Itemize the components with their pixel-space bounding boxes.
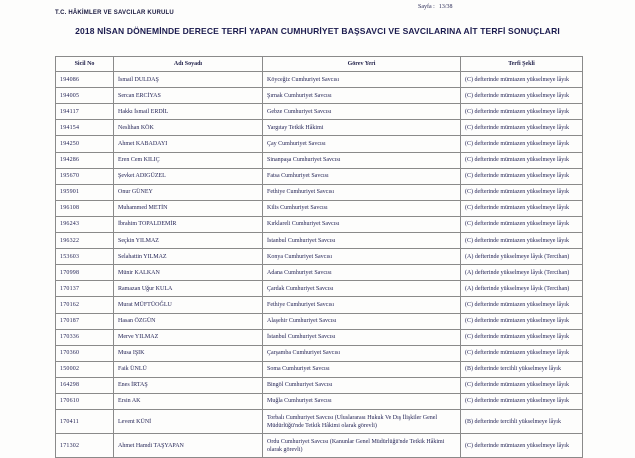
- sicil-no-cell: 170360: [56, 345, 114, 361]
- promotion-type-cell: (C) defterinde mümtazen yükselmeye lâyık: [461, 88, 583, 104]
- promotion-type-cell: (C) defterinde mümtazen yükselmeye lâyık: [461, 329, 583, 345]
- duty-station-cell: Muğla Cumhuriyet Savcısı: [263, 393, 461, 409]
- name-cell: Selahattin YILMAZ: [114, 249, 263, 265]
- name-cell: İbrahim TOPALDEMİR: [114, 216, 263, 232]
- name-cell: Ahmet Hamdi TAŞYAPAN: [114, 434, 263, 458]
- name-cell: Seçkin YILMAZ: [114, 233, 263, 249]
- duty-station-cell: İstanbul Cumhuriyet Savcısı: [263, 233, 461, 249]
- table-row: [56, 265, 583, 281]
- name-cell: Şevket ADIGÜZEL: [114, 168, 263, 184]
- table-row: [56, 233, 583, 249]
- table-row: [56, 184, 583, 200]
- table-row: [56, 329, 583, 345]
- duty-station-cell: Adana Cumhuriyet Savcısı: [263, 265, 461, 281]
- document-title: 2018 NİSAN DÖNEMİNDE DERECE TERFİ YAPAN CUMHURİYET BAŞSAVCI VE SAVCILARINA AİT TERFİ SONUÇLARI: [75, 26, 560, 36]
- duty-station-cell: Çay Cumhuriyet Savcısı: [263, 136, 461, 152]
- sicil-no-cell: 195670: [56, 168, 114, 184]
- org-header: T.C. HÂKİMLER VE SAVCILAR KURULU: [55, 10, 174, 16]
- table-row: [56, 297, 583, 313]
- promotion-type-cell: (B) defterinde tercihli yükselmeye lâyık: [461, 410, 583, 434]
- duty-station-cell: Torbalı Cumhuriyet Savcısı (Uluslararası Hukuk Ve Dış İlişkiler Genel Müdürlüğü'nde Tetkik Hâkimi olarak görevli): [263, 410, 461, 434]
- sicil-no-cell: 196108: [56, 200, 114, 216]
- name-cell: Musa IŞIK: [114, 345, 263, 361]
- sicil-no-cell: 170411: [56, 410, 114, 434]
- sicil-no-cell: 194117: [56, 104, 114, 120]
- promotion-type-cell: (C) defterinde mümtazen yükselmeye lâyık: [461, 184, 583, 200]
- sicil-no-cell: 170998: [56, 265, 114, 281]
- duty-station-cell: Ordu Cumhuriyet Savcısı (Kanunlar Genel Müdürlüğü'nde Tetkik Hâkimi olarak görevli): [263, 434, 461, 458]
- column-header-sicil-no: Sicil No: [56, 57, 114, 72]
- name-cell: Ersin AK: [114, 393, 263, 409]
- duty-station-cell: Fatsa Cumhuriyet Savcısı: [263, 168, 461, 184]
- name-cell: Levent KÜNİ: [114, 410, 263, 434]
- promotion-type-cell: (C) defterinde mümtazen yükselmeye lâyık: [461, 72, 583, 88]
- duty-station-cell: Konya Cumhuriyet Savcısı: [263, 249, 461, 265]
- page-number-label: Sayfa :: [418, 4, 435, 10]
- name-cell: Hasan ÖZGÜN: [114, 313, 263, 329]
- sicil-no-cell: 170187: [56, 313, 114, 329]
- name-cell: Onur GÜNEY: [114, 184, 263, 200]
- table-row: [56, 281, 583, 297]
- duty-station-cell: Şırnak Cumhuriyet Savcısı: [263, 88, 461, 104]
- page-number: [418, 4, 453, 10]
- table-header-row: [56, 57, 583, 72]
- promotion-type-cell: (C) defterinde mümtazen yükselmeye lâyık: [461, 297, 583, 313]
- duty-station-cell: Kırklareli Cumhuriyet Savcısı: [263, 216, 461, 232]
- promotion-type-cell: (C) defterinde mümtazen yükselmeye lâyık: [461, 313, 583, 329]
- table-row: [56, 434, 583, 458]
- name-cell: İsmail DULDAŞ: [114, 72, 263, 88]
- name-cell: Münir KALKAN: [114, 265, 263, 281]
- name-cell: Ahmet KABADAYI: [114, 136, 263, 152]
- name-cell: Enes İRTAŞ: [114, 377, 263, 393]
- promotion-type-cell: (C) defterinde mümtazen yükselmeye lâyık: [461, 104, 583, 120]
- promotion-type-cell: (A) defterinde yükselmeye lâyık (Tercihan): [461, 281, 583, 297]
- sicil-no-cell: 153603: [56, 249, 114, 265]
- name-cell: Hakkı İsmail ERDİL: [114, 104, 263, 120]
- table-row: [56, 200, 583, 216]
- duty-station-cell: Çardak Cumhuriyet Savcısı: [263, 281, 461, 297]
- duty-station-cell: Çarşamba Cumhuriyet Savcısı: [263, 345, 461, 361]
- name-cell: Merve YILMAZ: [114, 329, 263, 345]
- duty-station-cell: Gebze Cumhuriyet Savcısı: [263, 104, 461, 120]
- sicil-no-cell: 164298: [56, 377, 114, 393]
- table-row: [56, 313, 583, 329]
- sicil-no-cell: 150002: [56, 361, 114, 377]
- promotion-type-cell: (C) defterinde mümtazen yükselmeye lâyık: [461, 216, 583, 232]
- table-row: [56, 216, 583, 232]
- table-row: [56, 249, 583, 265]
- table-row: [56, 377, 583, 393]
- promotion-type-cell: (C) defterinde mümtazen yükselmeye lâyık: [461, 168, 583, 184]
- name-cell: Ramazan Uğur KULA: [114, 281, 263, 297]
- duty-station-cell: Soma Cumhuriyet Savcısı: [263, 361, 461, 377]
- table-row: [56, 136, 583, 152]
- column-header-name: Adı Soyadı: [114, 57, 263, 72]
- name-cell: Neslihan KÖK: [114, 120, 263, 136]
- name-cell: Faik ÜNLÜ: [114, 361, 263, 377]
- name-cell: Eren Cem KILIÇ: [114, 152, 263, 168]
- sicil-no-cell: 194250: [56, 136, 114, 152]
- sicil-no-cell: 196243: [56, 216, 114, 232]
- sicil-no-cell: 196322: [56, 233, 114, 249]
- name-cell: Muhammed METİN: [114, 200, 263, 216]
- sicil-no-cell: 170137: [56, 281, 114, 297]
- promotion-type-cell: (B) defterinde tercihli yükselmeye lâyık: [461, 361, 583, 377]
- table-row: [56, 104, 583, 120]
- promotion-type-cell: (C) defterinde mümtazen yükselmeye lâyık: [461, 200, 583, 216]
- sicil-no-cell: 170610: [56, 393, 114, 409]
- promotion-type-cell: (A) defterinde yükselmeye lâyık (Tercihan): [461, 249, 583, 265]
- table-row: [56, 72, 583, 88]
- duty-station-cell: Sinanpaşa Cumhuriyet Savcısı: [263, 152, 461, 168]
- sicil-no-cell: 170162: [56, 297, 114, 313]
- sicil-no-cell: 195901: [56, 184, 114, 200]
- duty-station-cell: Kilis Cumhuriyet Savcısı: [263, 200, 461, 216]
- table-row: [56, 410, 583, 434]
- page-number-value: 13/38: [438, 4, 453, 10]
- duty-station-cell: Yargıtay Tetkik Hâkimi: [263, 120, 461, 136]
- promotion-type-cell: (C) defterinde mümtazen yükselmeye lâyık: [461, 136, 583, 152]
- table-row: [56, 120, 583, 136]
- sicil-no-cell: 194005: [56, 88, 114, 104]
- sicil-no-cell: 194086: [56, 72, 114, 88]
- column-header-duty-station: Görev Yeri: [263, 57, 461, 72]
- results-table-body: [56, 72, 583, 458]
- promotion-results-table: [55, 56, 583, 458]
- promotion-type-cell: (A) defterinde yükselmeye lâyık (Tercihan): [461, 265, 583, 281]
- duty-station-cell: Köyceğiz Cumhuriyet Savcısı: [263, 72, 461, 88]
- table-row: [56, 361, 583, 377]
- promotion-type-cell: (C) defterinde mümtazen yükselmeye lâyık: [461, 434, 583, 458]
- sicil-no-cell: 170336: [56, 329, 114, 345]
- duty-station-cell: Alaşehir Cumhuriyet Savcısı: [263, 313, 461, 329]
- name-cell: Sercan ERCİYAS: [114, 88, 263, 104]
- promotion-type-cell: (C) defterinde mümtazen yükselmeye lâyık: [461, 377, 583, 393]
- duty-station-cell: Bingöl Cumhuriyet Savcısı: [263, 377, 461, 393]
- duty-station-cell: Fethiye Cumhuriyet Savcısı: [263, 297, 461, 313]
- duty-station-cell: İstanbul Cumhuriyet Savcısı: [263, 329, 461, 345]
- promotion-type-cell: (C) defterinde mümtazen yükselmeye lâyık: [461, 393, 583, 409]
- name-cell: Murat MÜFTÜOĞLU: [114, 297, 263, 313]
- table-row: [56, 393, 583, 409]
- duty-station-cell: Fethiye Cumhuriyet Savcısı: [263, 184, 461, 200]
- table-row: [56, 88, 583, 104]
- table-row: [56, 345, 583, 361]
- sicil-no-cell: 171302: [56, 434, 114, 458]
- sicil-no-cell: 194154: [56, 120, 114, 136]
- promotion-type-cell: (C) defterinde mümtazen yükselmeye lâyık: [461, 345, 583, 361]
- table-header: [56, 57, 583, 72]
- table-row: [56, 152, 583, 168]
- column-header-promotion-type: Terfi Şekli: [461, 57, 583, 72]
- promotion-type-cell: (C) defterinde mümtazen yükselmeye lâyık: [461, 233, 583, 249]
- table-row: [56, 168, 583, 184]
- sicil-no-cell: 194286: [56, 152, 114, 168]
- promotion-type-cell: (C) defterinde mümtazen yükselmeye lâyık: [461, 152, 583, 168]
- promotion-type-cell: (C) defterinde mümtazen yükselmeye lâyık: [461, 120, 583, 136]
